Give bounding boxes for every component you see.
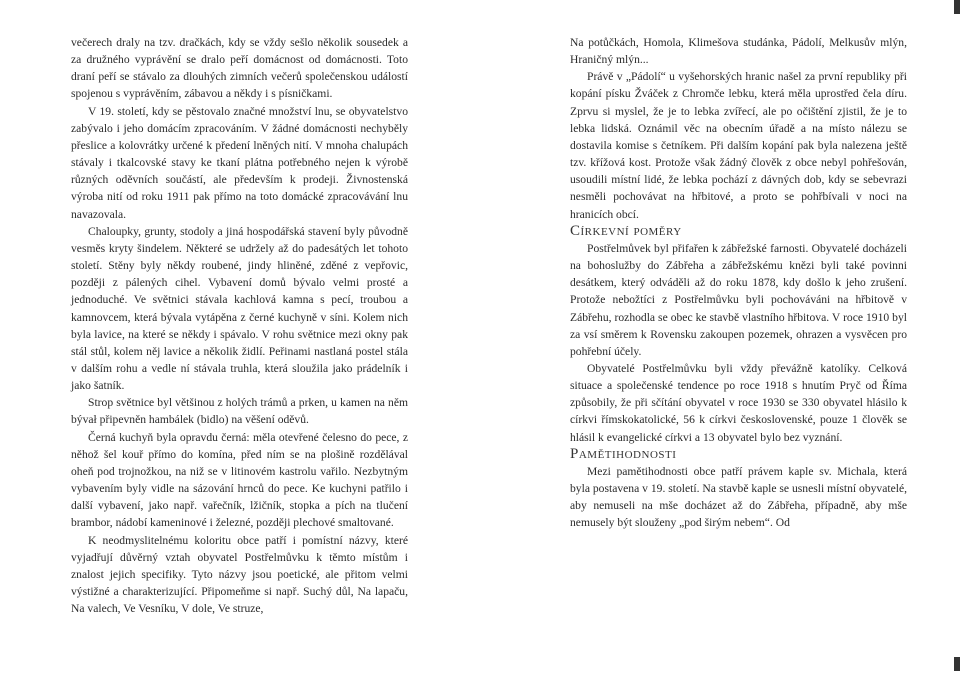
paragraph: Mezi pamětihodnosti obce patří právem kaple sv. Michala, která byla postavena v 19. století. Na stavbě kaple se usnesli místní obyvatelé, aby nemuseli na mše docházet až do Zábřeha, případně, aby mše nemusely být slouženy „pod širým nebem“. Od xyxy=(570,464,907,530)
paragraph: Postřelmůvek byl přifařen k zábřežské farnosti. Obyvatelé docházeli na bohoslužby do Zábřeha a zábřežskému knězi byli také povinni desátkem, který odváděli až do roku 1878, kdy došlo k jeho zrušení. Protože nebožtíci z Postřelmůvku byli pochováváni na hřbitově v Zábřehu, rozhodla se obec ke stavbě vlastního hřbitova. V roce 1910 byl za vsí směrem k Rovensku zakoupen pozemek, ohrazen a vysvěcen pro pohřební účely. xyxy=(570,241,907,358)
paragraph: Na potůčkách, Homola, Klimešova studánka, Pádolí, Melkusův mlýn, Hraničný mlýn... xyxy=(570,36,907,67)
paragraph: Obyvatelé Postřelmůvku byli vždy převážně katolíky. Celková situace a společenské tendence po roce 1918 s hnutím Pryč od Říma způsobily, že při sčítání obyvatel v roce 1930 se 330 obyvatel hlásilo k církvi římskokatolické, 56 k církvi československé, pouze 1 člověk se hlásil k evangelické církvi a 13 obyvatel bylo bez vyznání. xyxy=(570,361,907,444)
paragraph: Chaloupky, grunty, stodoly a jiná hospodářská stavení byly původně vesměs kryty šindelem. Některé se udržely až do padesátých let tohoto století. Stěny byly někdy roubené, jindy hliněné, zděné z vepřovic, později z pálených cihel. Vybavení domů bývalo velmi prosté a jednoduché. Ve světnici stávala kachlová kamna s pecí, troubou a kamnovcem, která bývala vytápěna z černé kuchyně v síni. Kolem nich byla lavice, na které se někdy i spávalo. V rohu světnice mezi okny pak stál stůl, kolem něj lavice a několik židlí. Peřinami nastlaná postel stála v dalším rohu a vedle ní stávala truhla, která sloužila jako prádelník i jako šatník. xyxy=(71,224,408,393)
section-heading-church: Církevní poměry xyxy=(570,222,682,239)
paragraph: V 19. století, kdy se pěstovalo značné množství lnu, se obyvatelstvo zabývalo i jeho domácím zpracováním. V žádné domácnosti nechyběly přeslice a kolovrátky určené k předení lněných nití. V mnoha chalupách stávaly i tkalcovské stavy ke tkaní plátna potřebného nejen k výrobě různých oděvních součástí, ale především k prodeji. Živnostenská výroba nití od roku 1911 pak přímo na toto domácké zpracovávání lnu navazovala. xyxy=(71,104,408,221)
left-page xyxy=(71,34,408,617)
paragraph: K neodmyslitelnému koloritu obce patří i pomístní názvy, které vyjadřují důvěrný vztah obyvatel Postřelmůvku k těmto místům i znalost jejich specifiky. Tyto názvy jsou poetické, ale přitom velmi výstižné a charakterizující. Připomeňme si např. Suchý důl, Na lapaču, Na valech, Ve Vesníku, V dole, Ve struze, xyxy=(71,533,408,616)
page-edge-mark xyxy=(954,0,960,14)
right-page xyxy=(570,34,907,532)
paragraph: Právě v „Pádolí“ u vyšehorských hranic našel za první republiky při kopání písku Žváček z Chromče lebku, která měla uprostřed čela díru. Zprvu si myslel, že je to lebka zvířecí, ale po očištění zjistil, že je to lebka lidská. Oznámil věc na obecním úřadě a na místo nálezu se dostavila komise s četníkem. Při dalším kopání pak byla nalezena ještě tzv. křížová kost. Protože však žádný člověk z obce nebyl pohřešován, usoudili místní lidé, že lebka pochází z dávných dob, kdy se sebevrazi nesměli pochovávat na hřbitové, a proto se pohřbívali v noci na hranicích obcí. xyxy=(570,70,907,221)
paragraph: Strop světnice byl většinou z holých trámů a prken, u kamen na něm bývał připevněn hambálek (bidlo) na věšení oděvů. xyxy=(71,396,408,427)
section-heading-sights: Pamětihodnosti xyxy=(570,445,677,462)
paragraph: večerech draly na tzv. dračkách, kdy se vždy sešlo několik sousedek a za družného vyprávění se dralo peří domácnost od domácnosti. Toto draní peří se stávalo za dlouhých zimních večerů společenskou událostí spojenou s vyprávěním, zábavou a někdy i s písničkami. xyxy=(71,36,408,101)
page-edge-mark xyxy=(954,657,960,671)
paragraph: Černá kuchyň byla opravdu černá: měla otevřené čelesno do pece, z něhož šel kouř přímo do komína, před ním se na plošině rozdělával oheň pod trojnožkou, na niž se v litinovém kastrolu vařilo. Nezbytným vybavením byly vidle na sázování hrnců do pece. Ke kuchyni patřilo i další vybavení, jako např. vařečník, lžičník, stopka a pích na tlučení brambor, nádobí kameninové i železné, později plechové smaltované. xyxy=(71,430,408,530)
